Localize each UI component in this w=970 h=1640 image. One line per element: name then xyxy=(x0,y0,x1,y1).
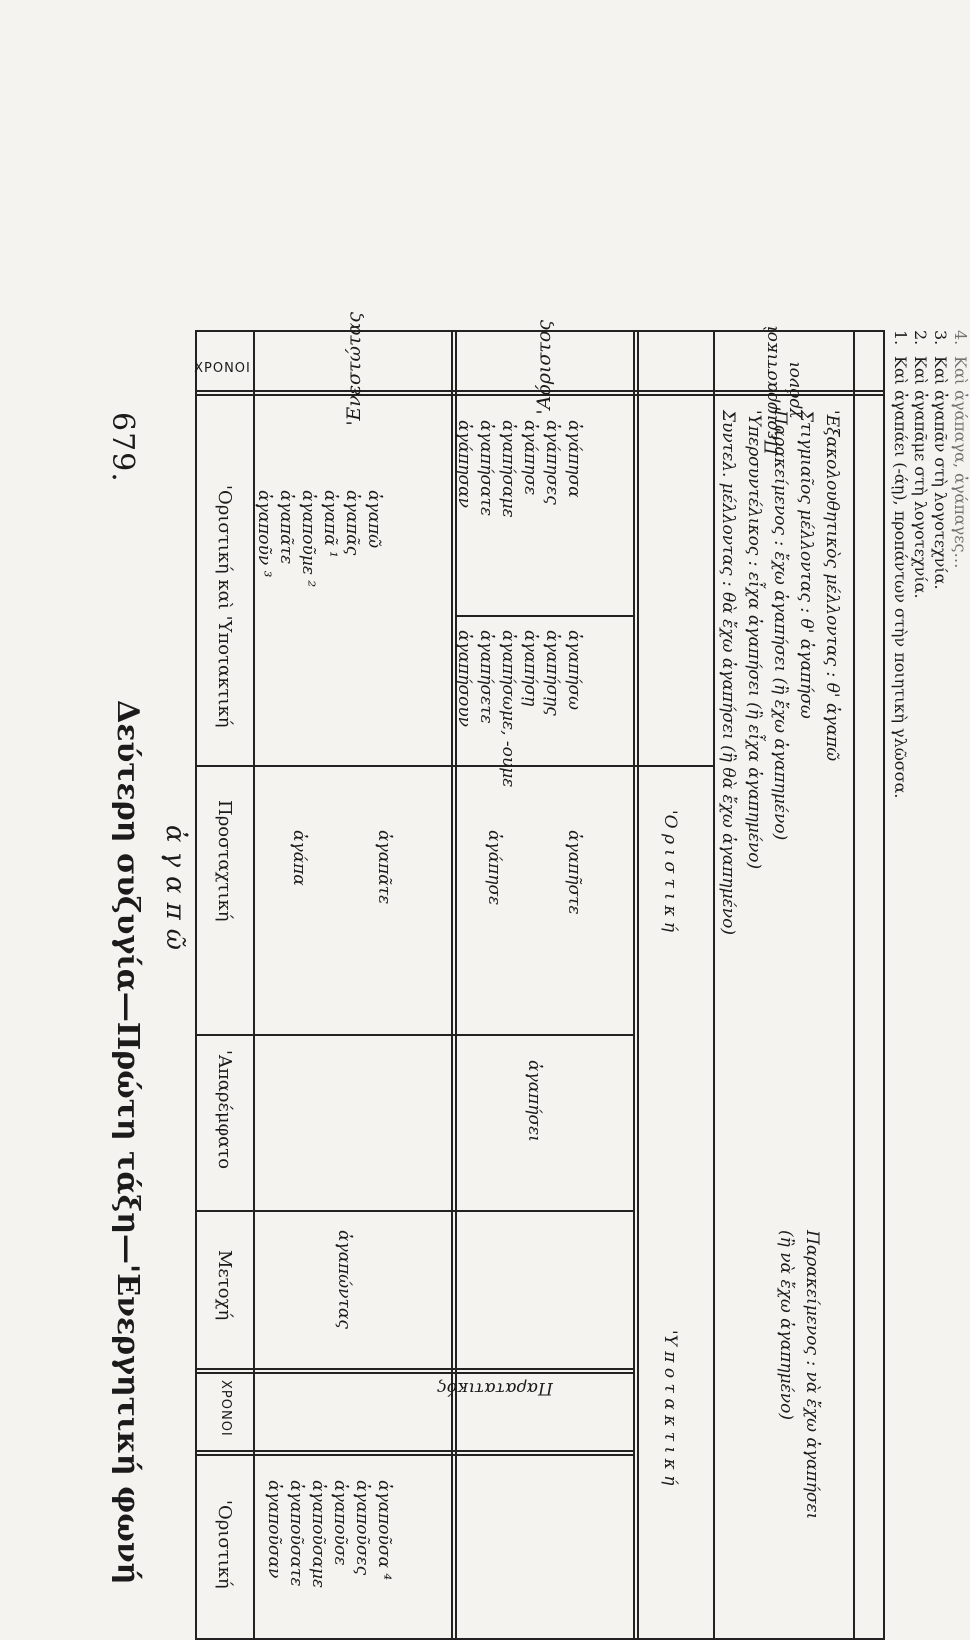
aorist-subjunctive-list xyxy=(453,630,585,787)
verb-heading: ἀγαπῶ xyxy=(160,825,190,959)
periphrastic-line-2: χρόνοι xyxy=(784,360,804,419)
periphrastic-line: Παρακείμενος : νὰ ἔχω ἀγαπήσει xyxy=(802,1230,822,1520)
form-2sg: ἀγαπᾶς xyxy=(342,490,362,556)
form-1sg: ἀγαπῶ xyxy=(364,490,384,549)
form-1pl: ἀγαπήσωμε, -ουμε xyxy=(498,630,518,788)
periphrastic-line: Συντελ. μέλλοντας : θὰ ἔχω ἀγαπήσει (ἢ θὰ ἔχω ἀγαπημένο) xyxy=(718,410,738,935)
periphrastic-line-1: Περιφραστικοὶ xyxy=(762,325,782,455)
form-1pl: ἀγαποῦμε ² xyxy=(298,490,318,588)
form-2sg: ἀγάπησες xyxy=(542,420,562,505)
form-3sg: ἀγαπᾶ ¹ xyxy=(320,490,340,558)
periphrastic-line: Παρακείμενος : ἔχω ἀγαπήσει (ἢ ἔχω ἀγαπημένο) xyxy=(770,410,790,841)
page-number: 679. xyxy=(105,412,140,483)
form-1pl: ἀγαποῦσαμε xyxy=(308,1480,328,1589)
form-1sg: ἀγαποῦσα ⁴ xyxy=(374,1480,394,1581)
form-2pl: ἀγαπᾶτε xyxy=(276,490,296,565)
footnote: 2.Καὶ ἀγαπᾶμε στὴ λογοτεχνία. xyxy=(911,330,930,599)
imperfect-list xyxy=(263,1480,395,1588)
footnote: 1.Καὶ ἀγαπάει (-άῃ), προπάντων στὴν ποιητικὴ γλῶσσα. xyxy=(891,330,910,799)
form-3pl: ἀγαποῦν ³ xyxy=(254,490,274,578)
aorist-imperative-pl: ἀγαπῆστε xyxy=(564,830,584,915)
form-3pl: ἀγαπήσουν xyxy=(454,630,474,727)
aorist-imperative-sg: ἀγάπησε xyxy=(484,830,504,906)
periphrastic-line: 'Εξακολουθητικὸς μέλλοντας : θ' ἀγαπῶ xyxy=(822,410,842,762)
footnote: 3.Καὶ ἀγαπᾶν στὴ λογοτεχνία. xyxy=(931,330,950,590)
footnote: 4.Καὶ ἀγάπαγα, ἀγάπαγες… xyxy=(951,330,970,569)
form-3pl: ἀγάπησαν xyxy=(454,420,474,508)
present-indicative-list xyxy=(253,490,385,587)
present-imperative-pl: ἀγαπᾶτε xyxy=(374,830,394,905)
mood-label-subjunctive: 'Υ π ο τ α κ τ ι κ ή xyxy=(660,1330,680,1486)
conjugation-table xyxy=(194,312,885,1640)
col-header-indicative-subjunctive: 'Οριστική καὶ 'Υποτακτική xyxy=(214,485,235,728)
tense-label-imperfect: Παρατατικός xyxy=(437,1377,553,1398)
aorist-indicative-list xyxy=(453,420,585,518)
form-2sg: ἀγαπήσῃς xyxy=(542,630,562,716)
aorist-infinitive: ἀγαπήσει xyxy=(524,1060,544,1142)
page-title: Δεύτερη συζυγία—Πρώτη τάξη—'Ενεργητική φωνή xyxy=(110,700,145,1585)
col-header-participle: Μετοχή xyxy=(214,1250,235,1321)
tense-label-aorist: 'Αόριστος xyxy=(533,320,555,415)
present-imperative-sg: ἀγάπα xyxy=(289,830,309,886)
form-3sg: ἀγάπησε xyxy=(520,420,540,496)
form-3sg: ἀγαπήσῃ xyxy=(520,630,540,707)
col-header-indicative: 'Οριστική xyxy=(214,1500,235,1589)
periphrastic-subjunctive-list xyxy=(773,1230,825,1519)
form-1sg: ἀγάπησα xyxy=(564,420,584,498)
tenses-header-2: XPONOI xyxy=(218,1380,233,1437)
present-participle: ἀγαπώντας xyxy=(334,1230,354,1329)
form-1sg: ἀγαπήσω xyxy=(564,630,584,710)
periphrastic-line: Στιγμιαῖος μέλλοντας : θ' ἀγαπήσω xyxy=(796,410,816,719)
periphrastic-line: (ἢ νὰ ἔχω ἀγαπημένο) xyxy=(776,1230,796,1420)
form-3sg: ἀγαποῦσε xyxy=(330,1480,350,1566)
form-3pl: ἀγαποῦσαν xyxy=(264,1480,284,1579)
periphrastic-indicative-list xyxy=(715,410,845,935)
form-2pl: ἀγαπήσατε xyxy=(476,420,496,517)
col-header-infinitive: 'Απαρέμφατο xyxy=(214,1050,235,1170)
mood-label-indicative: 'Ο ρ ι σ τ ι κ ή xyxy=(660,810,680,933)
col-header-imperative: Προσταχτική xyxy=(214,800,235,922)
form-2sg: ἀγαποῦσες xyxy=(352,1480,372,1576)
form-1pl: ἀγαπήσαμε xyxy=(498,420,518,518)
tenses-header: XPONOI xyxy=(194,360,251,376)
form-2pl: ἀγαποῦσατε xyxy=(286,1480,306,1587)
periphrastic-line: 'Υπερσυντέλικος : εἶχα ἀγαπήσει (ἢ εἶχα ἀγαπημένο) xyxy=(744,410,764,870)
tense-label-present: 'Ενεστώτας xyxy=(343,312,365,426)
form-2pl: ἀγαπήσετε xyxy=(476,630,496,724)
